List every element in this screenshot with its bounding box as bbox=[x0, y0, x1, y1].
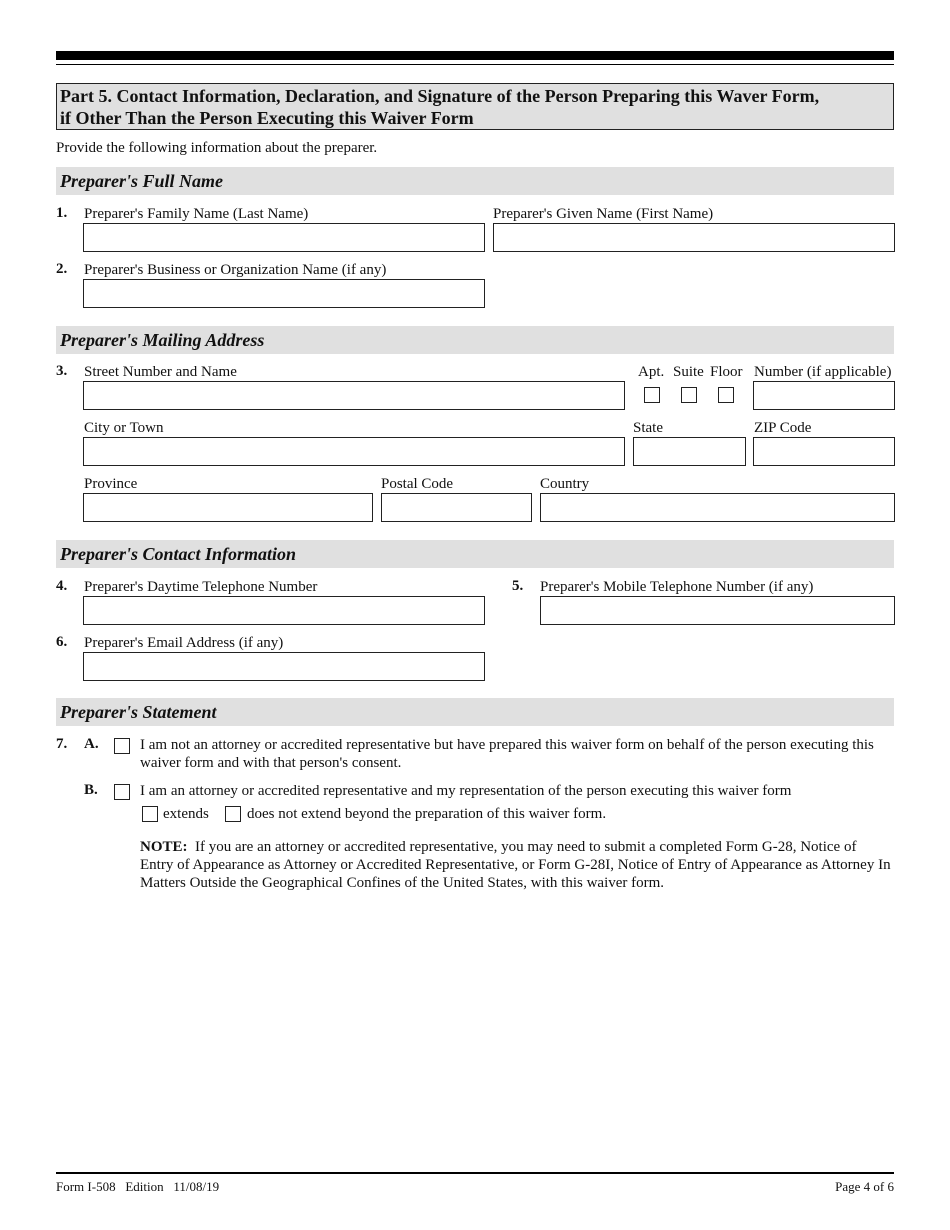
business-name-field[interactable] bbox=[83, 279, 485, 308]
part-title-line2: if Other Than the Person Executing this Waiver Form bbox=[60, 108, 474, 128]
city-label: City or Town bbox=[84, 420, 164, 436]
suite-label: Suite bbox=[673, 364, 704, 380]
intro-text: Provide the following information about the preparer. bbox=[56, 140, 378, 156]
option-a-checkbox[interactable] bbox=[114, 738, 130, 754]
postal-code-label: Postal Code bbox=[381, 476, 454, 492]
note-paragraph bbox=[140, 838, 892, 892]
zip-field[interactable] bbox=[753, 437, 895, 466]
footer-rule bbox=[56, 1172, 894, 1174]
country-field[interactable] bbox=[540, 493, 895, 522]
part-title-line1: Part 5. Contact Information, Declaration, and Signature of the Person Preparing this Waver Form, bbox=[60, 86, 820, 106]
daytime-phone-label: Preparer's Daytime Telephone Number bbox=[84, 579, 318, 595]
province-label: Province bbox=[84, 476, 138, 492]
email-field[interactable] bbox=[83, 652, 485, 681]
extends-label: extends bbox=[163, 806, 209, 822]
option-a-text: I am not an attorney or accredited representative but have prepared this waiver form on behalf of the person executing this waiver form and with that person's consent. bbox=[140, 737, 874, 771]
province-field[interactable] bbox=[83, 493, 373, 522]
top-thick-rule bbox=[56, 51, 894, 60]
option-b-letter: B. bbox=[84, 782, 98, 798]
question-2-number: 2. bbox=[56, 261, 68, 277]
question-4-number: 4. bbox=[56, 578, 68, 594]
postal-code-field[interactable] bbox=[381, 493, 532, 522]
street-field[interactable] bbox=[83, 381, 625, 410]
unit-number-label: Number (if applicable) bbox=[754, 364, 892, 380]
family-name-field[interactable] bbox=[83, 223, 485, 252]
street-label: Street Number and Name bbox=[84, 364, 237, 380]
state-field[interactable] bbox=[633, 437, 746, 466]
mailing-address-section-heading: Preparer's Mailing Address bbox=[56, 326, 894, 354]
top-thin-rule bbox=[56, 64, 894, 65]
part-5-header bbox=[56, 83, 894, 130]
question-3-number: 3. bbox=[56, 363, 68, 379]
state-label: State bbox=[633, 420, 663, 436]
question-6-number: 6. bbox=[56, 634, 68, 650]
floor-label: Floor bbox=[710, 364, 743, 380]
footer-form-edition: Form I-508 Edition 11/08/19 bbox=[56, 1179, 220, 1194]
option-b-text: I am an attorney or accredited representative and my representation of the person executing this waiver form bbox=[140, 783, 792, 799]
city-field[interactable] bbox=[83, 437, 625, 466]
question-5-number: 5. bbox=[512, 578, 524, 594]
email-label: Preparer's Email Address (if any) bbox=[84, 635, 284, 651]
does-not-extend-checkbox[interactable] bbox=[225, 806, 241, 822]
zip-label: ZIP Code bbox=[754, 420, 812, 436]
apt-label: Apt. bbox=[638, 364, 665, 380]
option-b-checkbox[interactable] bbox=[114, 784, 130, 800]
note-label: NOTE: bbox=[140, 839, 188, 855]
footer-page-number: Page 4 of 6 bbox=[835, 1179, 894, 1194]
floor-checkbox[interactable] bbox=[718, 387, 734, 403]
contact-section-heading: Preparer's Contact Information bbox=[56, 540, 894, 568]
suite-checkbox[interactable] bbox=[681, 387, 697, 403]
given-name-label: Preparer's Given Name (First Name) bbox=[493, 206, 714, 222]
statement-section-heading: Preparer's Statement bbox=[56, 698, 894, 726]
does-not-extend-label: does not extend beyond the preparation of this waiver form. bbox=[247, 806, 607, 822]
given-name-field[interactable] bbox=[493, 223, 895, 252]
country-label: Country bbox=[540, 476, 590, 492]
extends-checkbox[interactable] bbox=[142, 806, 158, 822]
unit-number-field[interactable] bbox=[753, 381, 895, 410]
question-7-number: 7. bbox=[56, 736, 68, 752]
mobile-phone-field[interactable] bbox=[540, 596, 895, 625]
note-text: If you are an attorney or accredited representative, you may need to submit a completed Form G-28, Notice of Entry of Appearance as Attorney or Accredited Representative, or Form G-28I, Notice of Entry of Appearance as Attorney In Matters Outside the Geographical Confines of the United States, with this waiver form. bbox=[140, 839, 891, 891]
question-1-number: 1. bbox=[56, 205, 68, 221]
daytime-phone-field[interactable] bbox=[83, 596, 485, 625]
apt-checkbox[interactable] bbox=[644, 387, 660, 403]
mobile-phone-label: Preparer's Mobile Telephone Number (if any) bbox=[540, 579, 814, 595]
business-name-label: Preparer's Business or Organization Name (if any) bbox=[84, 262, 387, 278]
option-a-letter: A. bbox=[84, 736, 99, 752]
family-name-label: Preparer's Family Name (Last Name) bbox=[84, 206, 309, 222]
full-name-section-heading: Preparer's Full Name bbox=[56, 167, 894, 195]
